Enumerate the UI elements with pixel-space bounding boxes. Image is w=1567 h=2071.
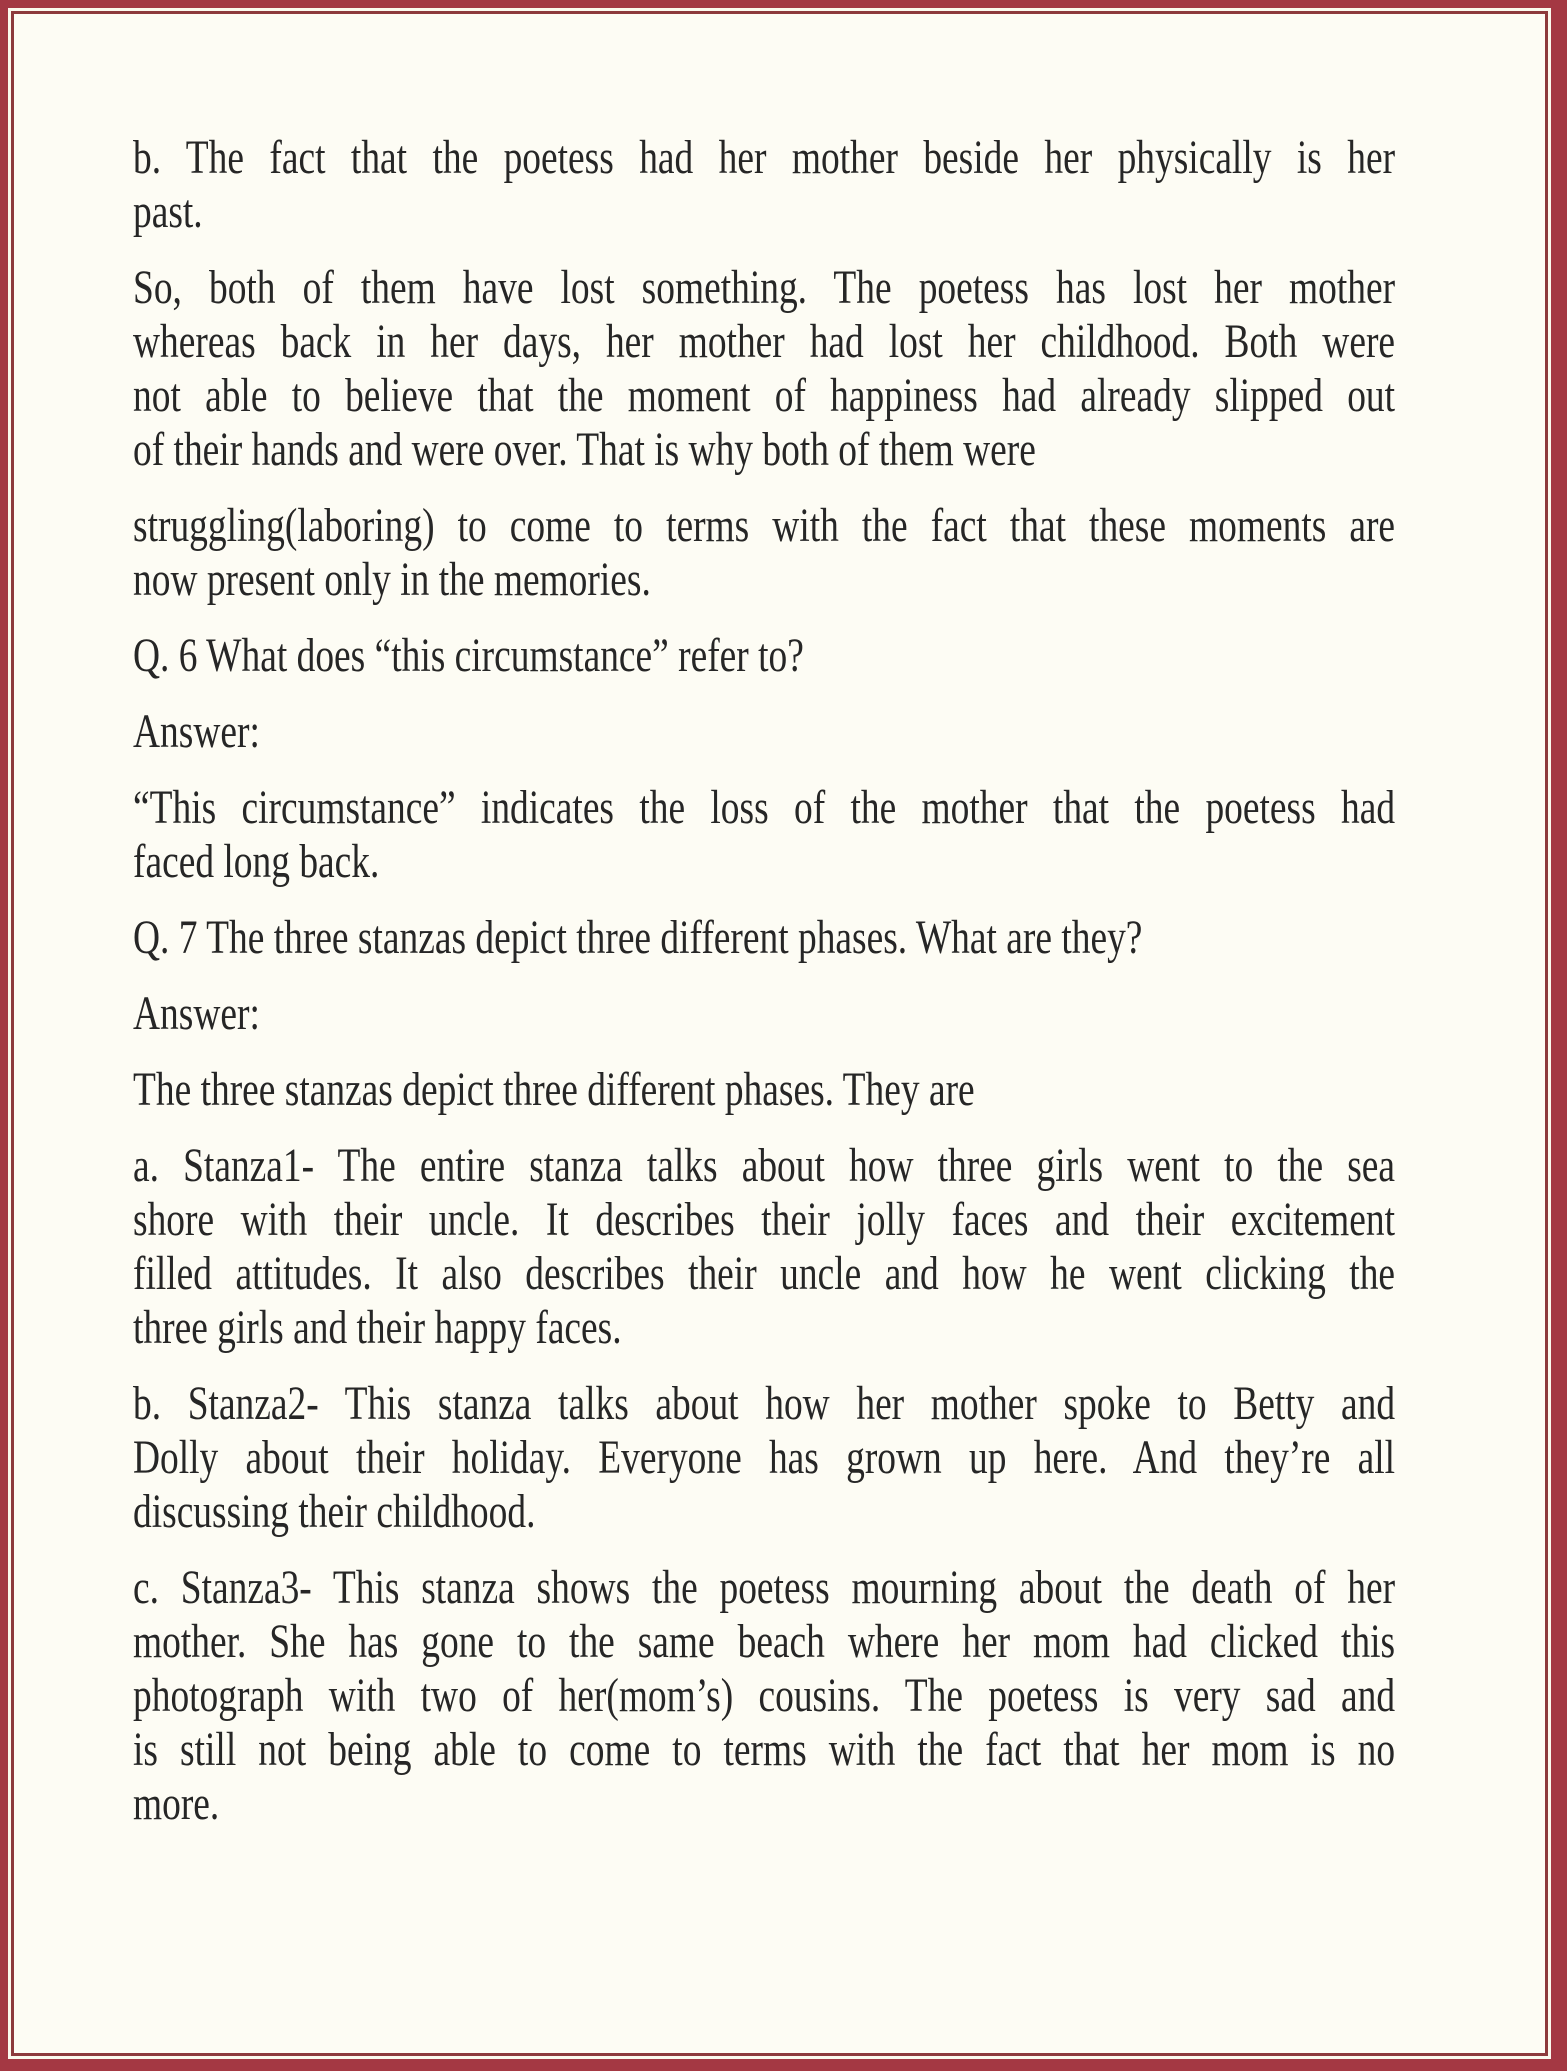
page-content [14,14,1545,1831]
text-line: now present only in the memories. [133,553,651,606]
text-line: Answer: [133,987,260,1040]
text-line: discussing their childhood. [133,1485,536,1538]
text-line: three girls and their happy faces. [133,1301,622,1354]
question-7 [133,911,1395,965]
text-line: c. Stanza3- This stanza shows the poetess mourning about the death of her [133,1561,1396,1614]
text-line: whereas back in her days, her mother had lost her childhood. Both were [133,315,1396,368]
answer-label-q6 [133,705,1395,759]
text-line: photograph with two of her(mom’s) cousins. The poetess is very sad and [133,1669,1396,1722]
text-line: Q. 6 What does “this circumstance” refer to? [133,629,804,682]
scanned-page [11,11,1548,2056]
text-line: b. Stanza2- This stanza talks about how her mother spoke to Betty and [133,1377,1396,1430]
stanza2-description [133,1377,1395,1539]
text-line: Q. 7 The three stanzas depict three different phases. What are they? [133,911,1143,964]
answer-point-b [133,131,1395,239]
text-line: filled attitudes. It also describes their uncle and how he went clicking the [133,1247,1396,1300]
text-line: shore with their uncle. It describes their jolly faces and their excitement [133,1193,1396,1246]
answer-q6 [133,781,1395,889]
stanza3-description [133,1561,1395,1831]
text-line: struggling(laboring) to come to terms with the fact that these moments are [133,499,1396,552]
text-line: past. [133,185,203,238]
stanza1-description [133,1139,1395,1355]
text-line: Answer: [133,705,260,758]
border-gap [8,8,1551,2059]
text-line: b. The fact that the poetess had her mother beside her physically is her [133,131,1396,184]
text-line: Dolly about their holiday. Everyone has grown up here. And they’re all [133,1431,1396,1484]
answer-label-q7 [133,987,1395,1041]
answer-explanation [133,261,1395,477]
text-line: is still not being able to come to terms with the fact that her mom is no [133,1723,1396,1776]
text-line: not able to believe that the moment of happiness had already slipped out [133,369,1396,422]
text-line: The three stanzas depict three different phases. They are [133,1063,975,1116]
document-text [133,131,1395,1831]
text-line: a. Stanza1- The entire stanza talks about how three girls went to the sea [133,1139,1396,1192]
answer-q7-intro [133,1063,1395,1117]
answer-explanation-continued [133,499,1395,607]
text-line: of their hands and were over. That is why both of them were [133,423,1036,476]
text-line: mother. She has gone to the same beach where her mom had clicked this [133,1615,1396,1668]
question-6 [133,629,1395,683]
text-line: more. [133,1777,220,1830]
text-line: “This circumstance” indicates the loss of the mother that the poetess had [133,781,1396,834]
text-line: faced long back. [133,835,380,888]
text-line: So, both of them have lost something. The poetess has lost her mother [133,261,1396,314]
